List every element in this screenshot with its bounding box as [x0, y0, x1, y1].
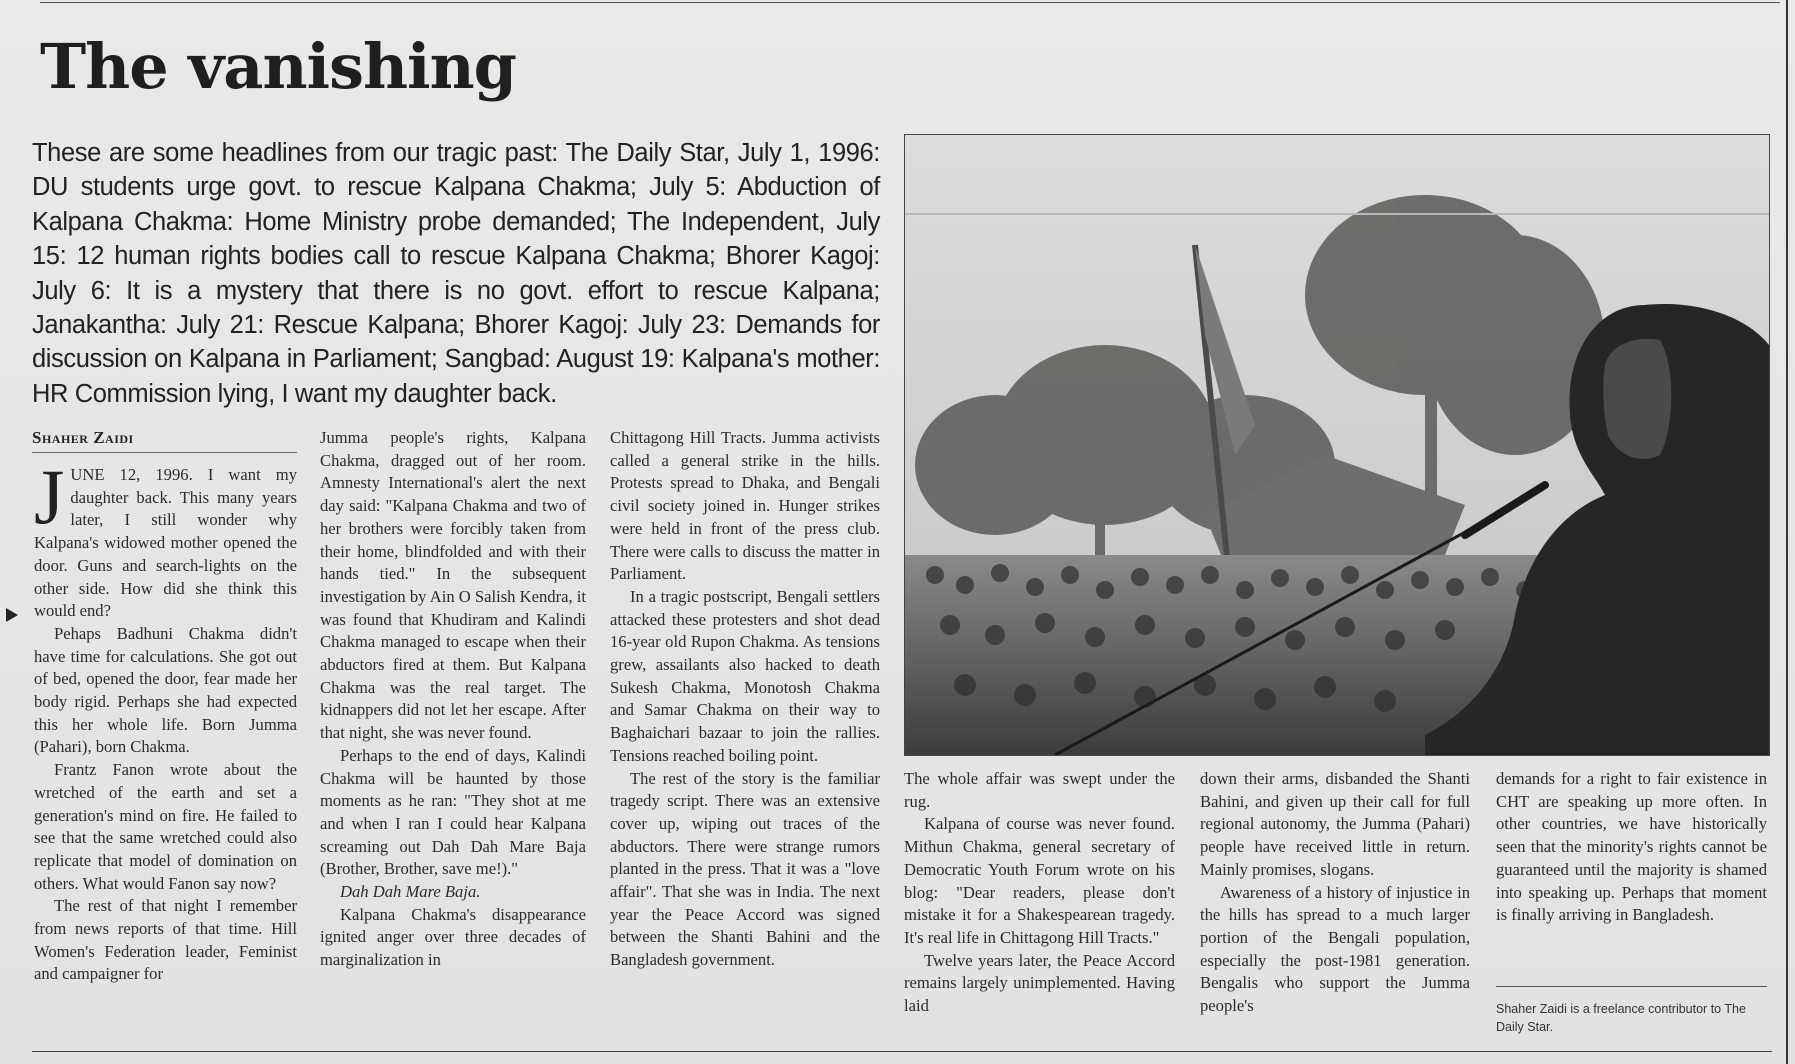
paragraph: Perhaps to the end of days, Kalindi Chakma will be haunted by those moments as he ran: "They shot at me and when I ran I could hear Kalpana screaming out Dah Dah Mare Baja (Brother, Brother, save me!)." [320, 745, 586, 879]
top-rule [40, 2, 1780, 3]
author-credit: Shaher Zaidi is a freelance contributor to The Daily Star. [1496, 1002, 1746, 1034]
paragraph: JUNE 12, 1996. I want my daughter back. This many years later, I still wonder why Kalpana's widowed mother opened the door. Guns and search-lights on the other side. How did she think this would end? [34, 453, 297, 621]
lede-paragraph: These are some headlines from our tragic past: The Daily Star, July 1, 1996: DU students urge govt. to rescue Kalpana Chakma; July 5: Abduction of Kalpana Chakma: Home Ministry probe demanded; The Independent, July 15: 12 human rights bodies call to rescue Kalpana Chakma; Bhorer Kagoj: July 6: It is a mystery that there is no govt. effort to rescue Kalpana; Janakantha: July 21: Rescue Kalpana; Bhorer Kagoj: July 23: Demands for discussion on Kalpana in Parliament; Sangbad: August 19: Kalpana's mother: HR Commission lying, I want my daughter back. [32, 139, 880, 408]
paragraph: Jumma people's rights, Kalpana Chakma, dragged out of her room. Amnesty International's alert the next day said: "Kalpana Chakma and two of her brothers were forcibly taken from their home, blindfolded and with their hands tied." In the subsequent investigation by Ain O Salish Kendra, it was found that Khudiram and Kalindi Chakma managed to escape when their abductors fired at them. But Kalpana Chakma was the real target. The kidnappers did not let her escape. After that night, she was never found. [320, 428, 586, 743]
right-rule [1786, 0, 1788, 1064]
credit-rule [1496, 986, 1767, 987]
article-column-3 [610, 427, 880, 972]
headline: The vanishing [40, 30, 517, 103]
news-photo [904, 134, 1770, 756]
paragraph: The rest of that night I remember from news reports of that time. Hill Women's Federation leader, Feminist and campaigner for [34, 896, 297, 984]
photo-illustration [905, 135, 1769, 755]
margin-arrow-icon [6, 608, 18, 622]
bottom-rule [32, 1051, 1772, 1052]
byline: Shaher Zaidi [32, 428, 297, 453]
article-column-4 [904, 768, 1175, 1018]
paragraph: In a tragic postscript, Bengali settlers attacked these protesters and shot dead 16-year old Rupon Chakma. As tensions grew, assailants also hacked to death Sukesh Chakma, Monotosh Chakma and Samar Chakma on their way to Baghaichari bazaar to join the rallies. Tensions reached boiling point. [610, 586, 880, 765]
paragraph: The whole affair was swept under the rug. [904, 769, 1175, 811]
paragraph: The rest of the story is the familiar tragedy script. There was an extensive cover up, wiping out traces of the abductors. There were strange rumors planted in the press. That it was a "love affair". That she was in India. The next year the Peace Accord was signed between the Shanti Bahini and the Bangladesh government. [610, 768, 880, 970]
article-column-2 [320, 427, 586, 972]
article-column-6 [1496, 768, 1767, 927]
article-column-5 [1200, 768, 1470, 1018]
paragraph: Kalpana of course was never found. Mithun Chakma, general secretary of Democratic Youth Forum wrote on his blog: "Dear readers, please don't mistake it for a Shakespearean tragedy. It's real life in Chittagong Hill Tracts." [904, 814, 1175, 947]
paragraph: Kalpana Chakma's disappearance ignited anger over three decades of marginalization in [320, 904, 586, 970]
paragraph: Awareness of a history of injustice in the hills has spread to a much larger portion of the Bengali population, especially the post-1981 generation. Bengalis who support the Jumma people's [1200, 882, 1470, 1016]
paragraph: Pehaps Badhuni Chakma didn't have time for calculations. She got out of bed, opened the door, fear made her body rigid. Perhaps she had expected this her whole life. Born Jumma (Pahari), born Chakma. [34, 623, 297, 757]
paragraph: demands for a right to fair existence in CHT are speaking up more often. In other countries, we have historically seen that the minority's rights cannot be guaranteed until the majority is shamed into speaking up. Perhaps that moment is finally arriving in Bangladesh. [1496, 769, 1767, 925]
article-column-1 [34, 453, 297, 986]
paragraph: down their arms, disbanded the Shanti Bahini, and given up their call for full regional autonomy, the Jumma (Pahari) people have received little in return. Mainly promises, slogans. [1200, 769, 1470, 879]
paragraph: Chittagong Hill Tracts. Jumma activists called a general strike in the hills. Protests spread to Dhaka, and Bengali civil society joined in. Hunger strikes were held in front of the press club. There were calls to discuss the matter in Parliament. [610, 428, 880, 584]
paragraph: Dah Dah Mare Baja. [340, 882, 481, 902]
paragraph: Frantz Fanon wrote about the wretched of the earth and set a generation's mind on fire. He failed to see that the same wretched could also replicate that model of domination on others. What would Fanon say now? [34, 760, 297, 893]
drop-cap: J [34, 453, 65, 540]
paragraph: Twelve years later, the Peace Accord remains largely unimplemented. Having laid [904, 950, 1175, 1016]
